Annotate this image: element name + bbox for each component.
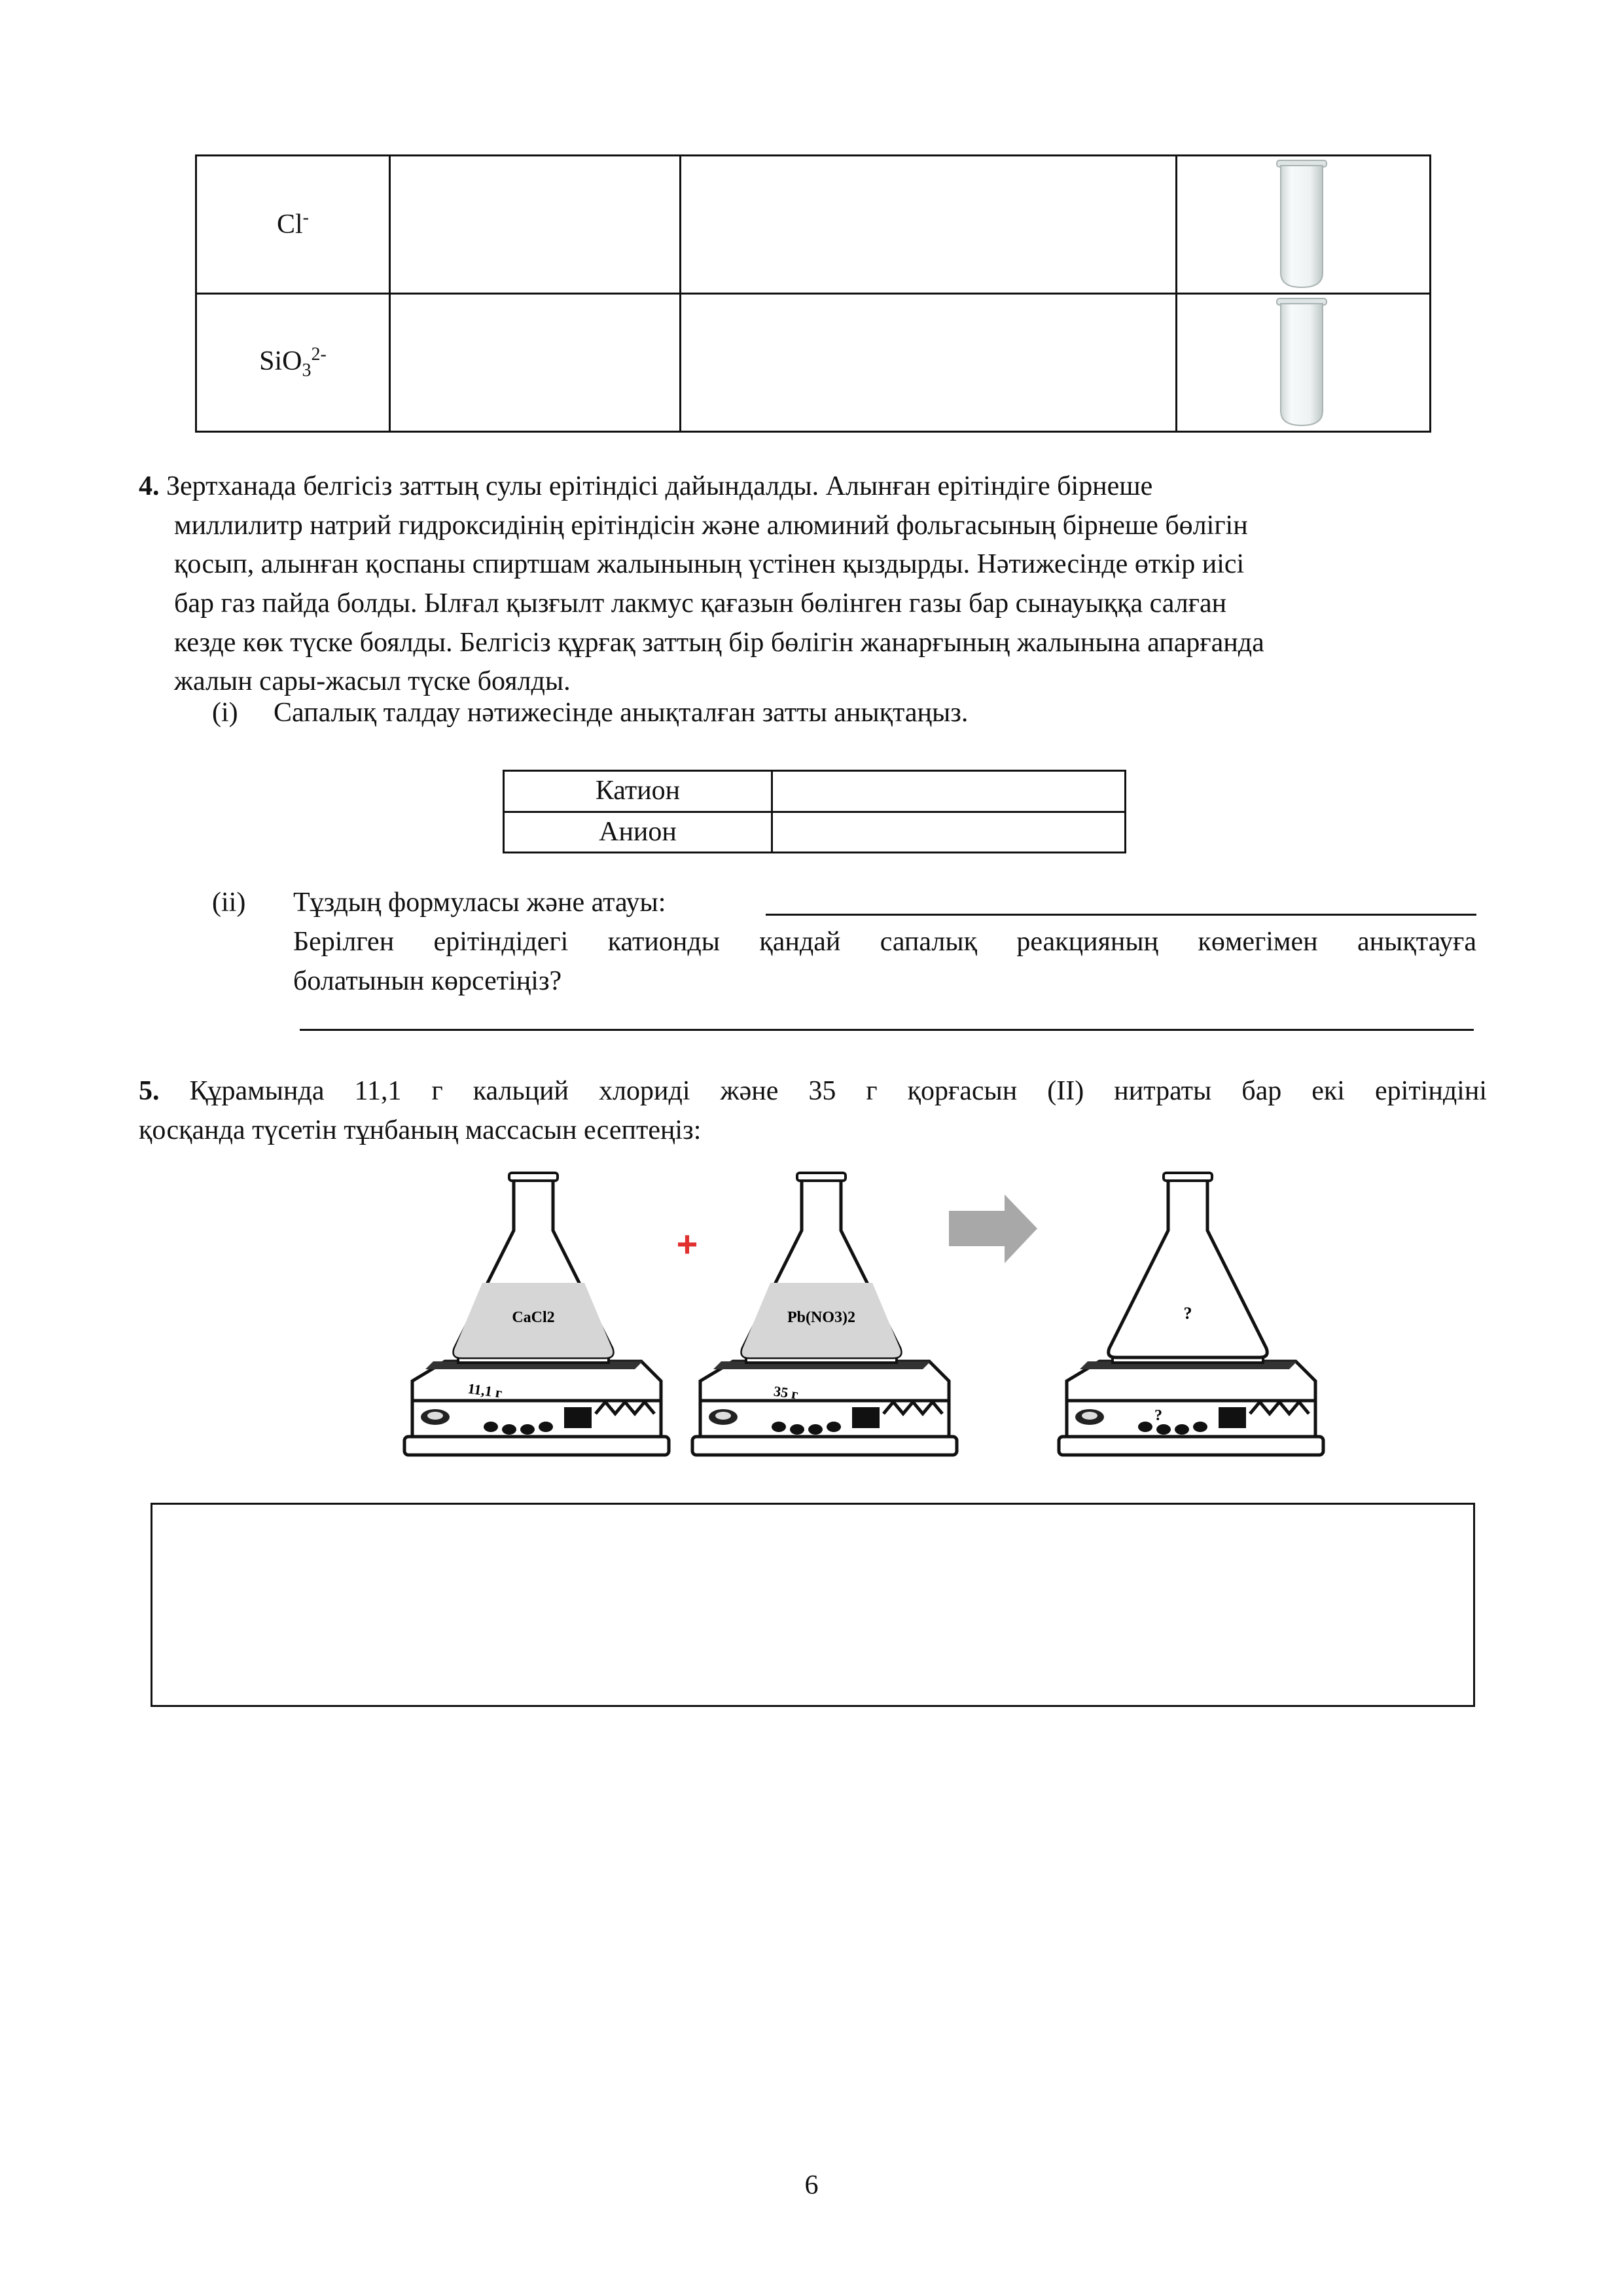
ion-charge: - [302,207,309,228]
reaction-answer-line[interactable] [300,1029,1474,1031]
ion-cell [196,294,390,432]
scale-cacl2 [404,1173,669,1455]
question-text: Құрамында 11,1 г кальций хлориді және 35 г қорғасын (II) нитраты бар екі ерітіндіні [189,1076,1487,1106]
question-number: 4. [139,471,160,501]
test-tube-cell [1177,156,1431,294]
cation-answer-cell[interactable] [772,771,1126,812]
table-row [196,294,1431,432]
part-ii-text: Тұздың формуласы және атауы: [293,888,666,918]
scale-readout: 11,1 г [467,1380,503,1401]
scale-product [1059,1173,1323,1455]
formula-answer-line[interactable] [766,914,1476,916]
plus-icon: + [676,1223,698,1265]
question-text: миллилитр натрий гидроксидінің ерітіндісін және алюминий фольгасының бірнеше бөлігін [174,510,1248,541]
question-text: бар газ пайда болды. Ылғал қызғылт лакмус қағазын бөлінген газы бар сынауыққа салған [174,588,1227,619]
flask-label: Pb(NO3)2 [787,1309,855,1326]
test-tube-icon [1177,156,1431,293]
part-i-label: (i) [212,698,238,728]
answer-cell[interactable] [681,294,1177,432]
anion-label: Анион [504,812,772,853]
answer-cell[interactable] [390,294,681,432]
part-ii-question-line: болатынын көрсетіңіз? [293,966,562,996]
page-number: 6 [804,2170,819,2200]
part-i-text: Сапалық талдау нәтижесінде анықталған затты анықтаңыз. [274,698,969,728]
ion-subscript: 3 [302,360,312,381]
cation-label: Катион [504,771,772,812]
part-ii-label: (ii) [212,888,246,918]
question-4 [139,467,1487,702]
question-5-line [139,1072,1487,1111]
question-text: қосып, алынған қоспаны спиртшам жалынының үстінен қыздырды. Нәтижесінде өткір иісі [174,549,1245,580]
test-tube-cell [1177,294,1431,432]
flask-label: CaCl2 [512,1309,555,1326]
scale-readout: ? [1154,1407,1162,1424]
ion-reaction-table [195,154,1431,433]
part-ii-question-line: Берілген ерітіндідегі катионды қандай сапалық реакцияның көмегімен анықтауға [293,927,1476,957]
question-5 [139,1072,1487,1150]
question-text: кезде көк түске боялды. Белгісіз құрғақ заттың бір бөлігін жанарғының жалынына апарғанда [174,627,1264,658]
arrow-right-icon [949,1194,1037,1263]
anion-answer-cell[interactable] [772,812,1126,853]
flask-label: ? [1183,1304,1192,1323]
flask-icon [1109,1178,1268,1357]
reaction-illustration [399,1165,1329,1466]
question-number: 5. [139,1076,160,1106]
cation-anion-table [503,770,1126,853]
ion-charge: 2- [311,344,327,365]
ion-formula: SiO [259,346,302,376]
table-row [504,812,1126,853]
answer-cell[interactable] [390,156,681,294]
question-4-line [139,467,1487,507]
ion-formula: Cl [276,209,303,240]
scale-readout: 35 г [772,1382,800,1403]
question-text: жалын сары-жасыл түске боялды. [174,666,571,697]
answer-cell[interactable] [681,156,1177,294]
test-tube-icon [1177,295,1431,431]
table-row [504,771,1126,812]
question-text: Зертханада белгісіз заттың сулы ерітіндісі дайындалды. Алынған ерітіндіге бірнеше [166,471,1153,501]
ion-cell [196,156,390,294]
scale-pbno32 [692,1173,957,1455]
question-text: қосқанда түсетін тұнбаның массасын есептеңіз: [139,1115,702,1145]
answer-box[interactable] [151,1503,1475,1707]
table-row [196,156,1431,294]
